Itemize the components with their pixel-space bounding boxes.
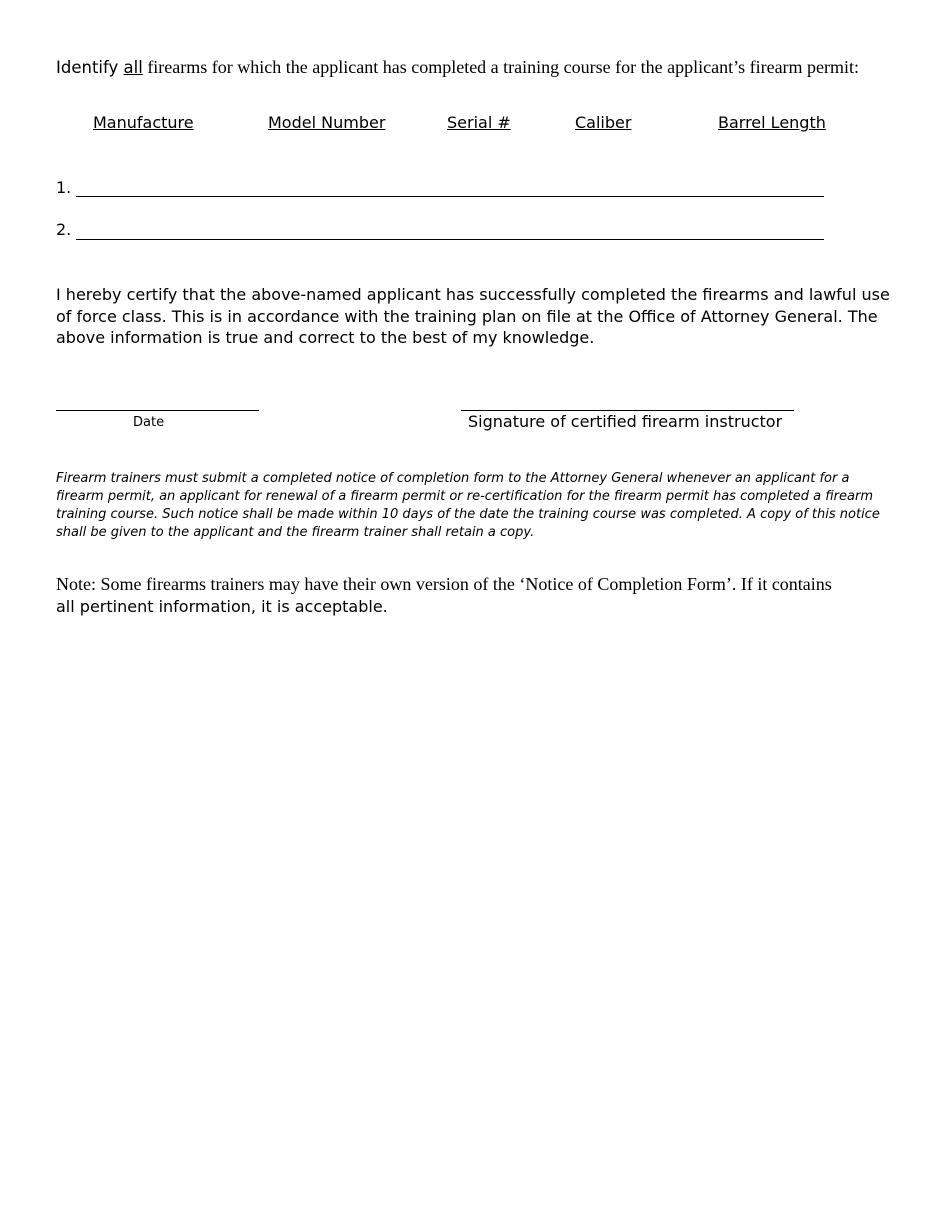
certification-statement: I hereby certify that the above-named applicant has successfully completed the firearms and lawful use of force class. This is in accordance with the training plan on file at the Office of Attorney General. The above information is true and correct to the best of my knowledge. [56, 285, 890, 347]
column-header-caliber: Caliber [575, 113, 632, 132]
intro-emphasis: all [123, 58, 143, 77]
intro-rest: firearms for which the applicant has completed a training course for the applicant’s firearm permit: [142, 57, 860, 77]
trainer-notice: Firearm trainers must submit a completed notice of completion form to the Attorney General whenever an applicant for a firearm permit, an applicant for renewal of a firearm permit or re-certification for the firearm permit has completed a firearm training course. Such notice shall be made within 10 days of the date the training course was completed. A copy of this notice shall be given to the applicant and the firearm trainer shall retain a copy. [56, 471, 880, 540]
note-part-2: all pertinent information, it is acceptable. [56, 597, 388, 616]
intro-prefix: Identify [56, 58, 124, 77]
date-line[interactable] [56, 410, 259, 411]
signature-label: Signature of certified firearm instructor [468, 412, 783, 431]
note-part-1: Note: Some firearms trainers may have their own version of the ‘Notice of Completion Form’. If it contains [56, 574, 832, 594]
signature-line[interactable] [461, 410, 794, 411]
intro-instruction [56, 56, 936, 79]
date-label: Date [133, 415, 165, 430]
column-header-model-number: Model Number [268, 113, 386, 132]
row-number-1: 1. [56, 178, 72, 197]
row-1-entry-line[interactable] [76, 196, 824, 197]
row-number-2: 2. [56, 220, 72, 239]
row-2-entry-line[interactable] [76, 239, 824, 240]
column-header-manufacture: Manufacture [93, 113, 194, 132]
note [56, 573, 906, 618]
column-header-serial: Serial # [447, 113, 511, 132]
column-header-barrel-length: Barrel Length [718, 113, 826, 132]
